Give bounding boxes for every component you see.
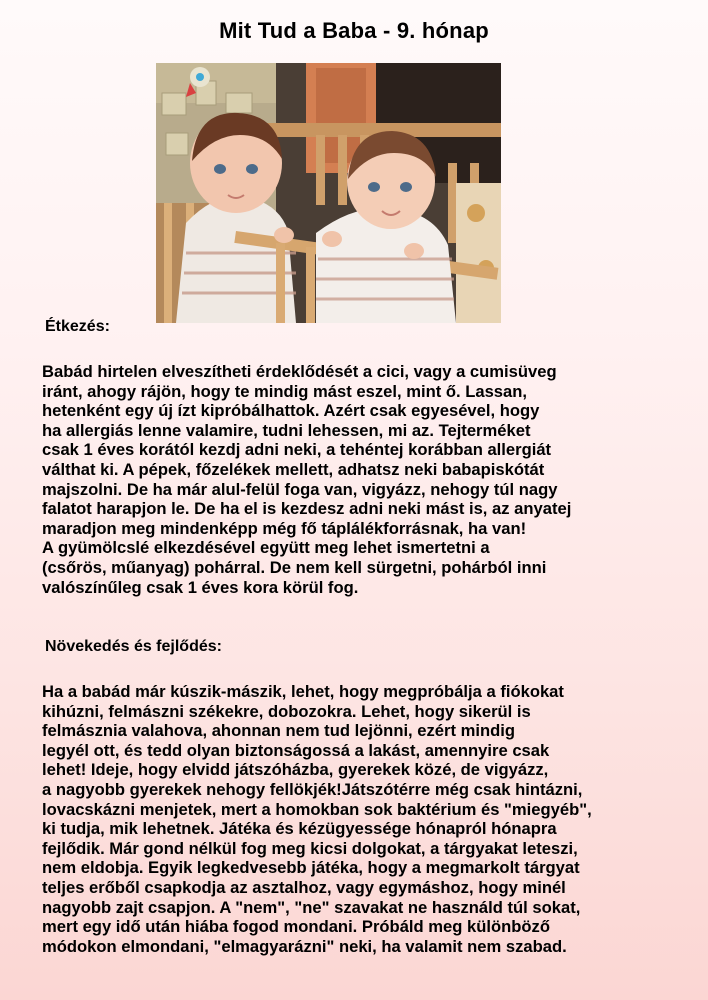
text-line: a nagyobb gyerekek nehogy fellökjék!Játszótérre még csak hintázni, [42, 779, 583, 799]
text-line: fejlődik. Már gond nélkül fog meg kicsi dolgokat, a tárgyakat leteszi, [42, 838, 578, 858]
text-line: legyél ott, és tedd olyan biztonságossá a lakást, amennyire csak [42, 740, 550, 760]
page-title: Mit Tud a Baba - 9. hónap [219, 18, 489, 43]
text-line: Ha a babád már kúszik-mászik, lehet, hogy megpróbálja a fiókokat [42, 682, 564, 701]
text-line: felmásznia valahova, ahonnan nem tud lejönni, ezért mindig [42, 721, 516, 741]
section-heading-novekedes: Növekedés és fejlődés: [45, 638, 222, 655]
text-line: falatot harapjon le. De ha el is kezdesz adni neki mást is, az anyatej [42, 499, 572, 519]
text-line: Babád hirtelen elveszítheti érdeklődését a cici, vagy a cumisüveg [42, 362, 557, 381]
text-line: mert egy idő után hiába fogod mondani. Próbáld meg különböző [42, 917, 550, 937]
section-body-novekedes [42, 682, 702, 956]
text-line: teljes erőből csapkodja az asztalhoz, vagy egymáshoz, hogy minél [42, 877, 566, 897]
text-line: A gyümölcslé elkezdésével együtt meg lehet ismertetni a [42, 538, 490, 558]
section-heading-etkezes: Étkezés: [45, 318, 110, 335]
text-line: kihúzni, felmászni székekre, dobozokra. Lehet, hogy sikerül is [42, 701, 531, 721]
twin-babies-in-crib-photo [156, 63, 501, 323]
text-line: iránt, ahogy rájön, hogy te mindig mást eszel, mint ő. Lassan, [42, 381, 528, 401]
text-line: lehet! Ideje, hogy elvidd játszóházba, gyerekek közé, de vigyázz, [42, 760, 549, 780]
section-body-etkezes [42, 362, 702, 597]
text-line: ha allergiás lenne valamire, tudni lehessen, mi az. Tejterméket [42, 420, 531, 440]
text-line: maradjon meg mindenképp még fő táplálékforrásnak, ha van! [42, 518, 527, 538]
text-line: hetenként egy új ízt kipróbálhattok. Azért csak egyesével, hogy [42, 401, 540, 421]
text-line: valószínűleg csak 1 éves kora körül fog. [42, 577, 359, 597]
text-line: ki tudja, mik lehetnek. Játéka és kézügyessége hónapról hónapra [42, 819, 557, 839]
text-line: csak 1 éves korától kezdj adni neki, a tehéntej korábban allergiát [42, 440, 552, 460]
text-line: (csőrös, műanyag) pohárral. De nem kell sürgetni, pohárból inni [42, 557, 547, 577]
text-line: lovacskázni menjetek, mert a homokban sok baktérium és "miegyéb", [42, 799, 592, 819]
text-line: majszolni. De ha már alul-felül foga van, vigyázz, nehogy túl nagy [42, 479, 558, 499]
text-line: módokon elmondani, "elmagyarázni" neki, ha valamit nem szabad. [42, 936, 567, 956]
text-line: válthat ki. A pépek, főzelékek mellett, adhatsz neki babapiskótát [42, 459, 545, 479]
text-line: nem eldobja. Egyik legkedvesebb játéka, hogy a megmarkolt tárgyat [42, 858, 580, 878]
text-line: nagyobb zajt csapjon. A "nem", "ne" szavakat ne használd túl sokat, [42, 897, 581, 917]
